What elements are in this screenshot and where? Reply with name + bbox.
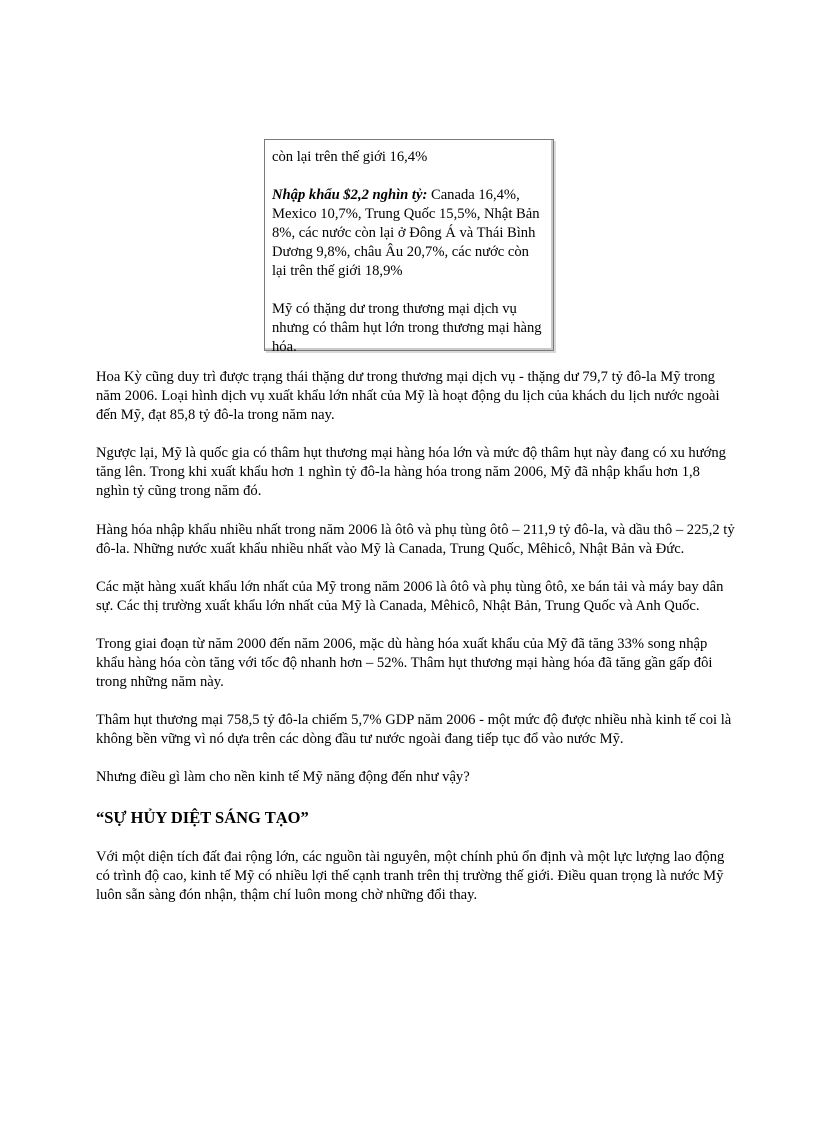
sidebar-box bbox=[264, 139, 554, 355]
paragraph-question: Nhưng điều gì làm cho nền kinh tế Mỹ năng động đến như vậy? bbox=[96, 769, 470, 786]
paragraph-exports: Các mặt hàng xuất khẩu lớn nhất của Mỹ trong năm 2006 là ôtô và phụ tùng ôtô, xe bán tải và máy bay dân sự. Các thị trường xuất khẩu lớn nhất của Mỹ là Canada, Mêhicô, Nhật Bản, Trung Quốc và Anh Quốc. bbox=[96, 578, 724, 614]
section-heading: “SỰ HỦY DIỆT SÁNG TẠO” bbox=[96, 807, 309, 827]
paragraph-goods-deficit: Ngược lại, Mỹ là quốc gia có thâm hụt thương mại hàng hóa lớn và mức độ thâm hụt này đang có xu hướng tăng lên. Trong khi xuất khẩu hơn 1 nghìn tỷ đô-la hàng hóa trong năm 2006, Mỹ đã nhập khẩu hơn 1,8 nghìn tỷ cũng trong năm đó. bbox=[96, 445, 726, 500]
sidebar-imports-text: Canada 16,4%, Mexico 10,7%, Trung Quốc 15,5%, Nhật Bản 8%, các nước còn lại ở Đông Á và Thái Bình Dương 9,8%, châu Âu 20,7%, các nước còn lại trên thế giới 18,9% bbox=[272, 187, 540, 279]
sidebar-imports-lead: Nhập khẩu $2,2 nghìn tỷ: bbox=[272, 187, 428, 203]
paragraph-imports: Hàng hóa nhập khẩu nhiều nhất trong năm 2006 là ôtô và phụ tùng ôtô – 211,9 tỷ đô-la, và dầu thô – 225,2 tỷ đô-la. Những nước xuất khẩu nhiều nhất vào Mỹ là Canada, Trung Quốc, Mêhicô, Nhật Bản và Đức. bbox=[96, 521, 735, 557]
paragraph-services-surplus: Hoa Kỳ cũng duy trì được trạng thái thặng dư trong thương mại dịch vụ - thặng dư 79,7 tỷ đô-la Mỹ trong năm 2006. Loại hình dịch vụ xuất khẩu lớn nhất của Mỹ là hoạt động du lịch của khách du lịch nước ngoài đến Mỹ, đạt 85,8 tỷ đô-la trong năm nay. bbox=[96, 369, 720, 424]
main-text bbox=[96, 368, 736, 924]
paragraph-trade-deficit: Thâm hụt thương mại 758,5 tỷ đô-la chiếm 5,7% GDP năm 2006 - một mức độ được nhiều nhà kinh tế coi là không bền vững vì nó dựa trên các dòng đầu tư nước ngoài đang tiếp tục đổ vào nước Mỹ. bbox=[96, 712, 732, 748]
sidebar-paragraph-2 bbox=[272, 186, 547, 281]
paragraph-2000-2006: Trong giai đoạn từ năm 2000 đến năm 2006, mặc dù hàng hóa xuất khẩu của Mỹ đã tăng 33% song nhập khẩu hàng hóa còn tăng với tốc độ nhanh hơn – 52%. Thâm hụt thương mại hàng hóa đã tăng gần gấp đôi trong những năm này. bbox=[96, 635, 713, 691]
sidebar-paragraph-3: Mỹ có thặng dư trong thương mại dịch vụ nhưng có thâm hụt lớn trong thương mại hàng hóa. bbox=[272, 301, 542, 355]
sidebar-paragraph-1: còn lại trên thế giới 16,4% bbox=[272, 149, 428, 165]
paragraph-advantages: Với một diện tích đất đai rộng lớn, các nguồn tài nguyên, một chính phủ ổn định và một lực lượng lao động có trình độ cao, kinh tế Mỹ có nhiều lợi thế cạnh tranh trên thị trường thế giới. Điều quan trọng là nước Mỹ luôn sẵn sàng đón nhận, thậm chí luôn mong chờ những đổi thay. bbox=[96, 848, 725, 903]
